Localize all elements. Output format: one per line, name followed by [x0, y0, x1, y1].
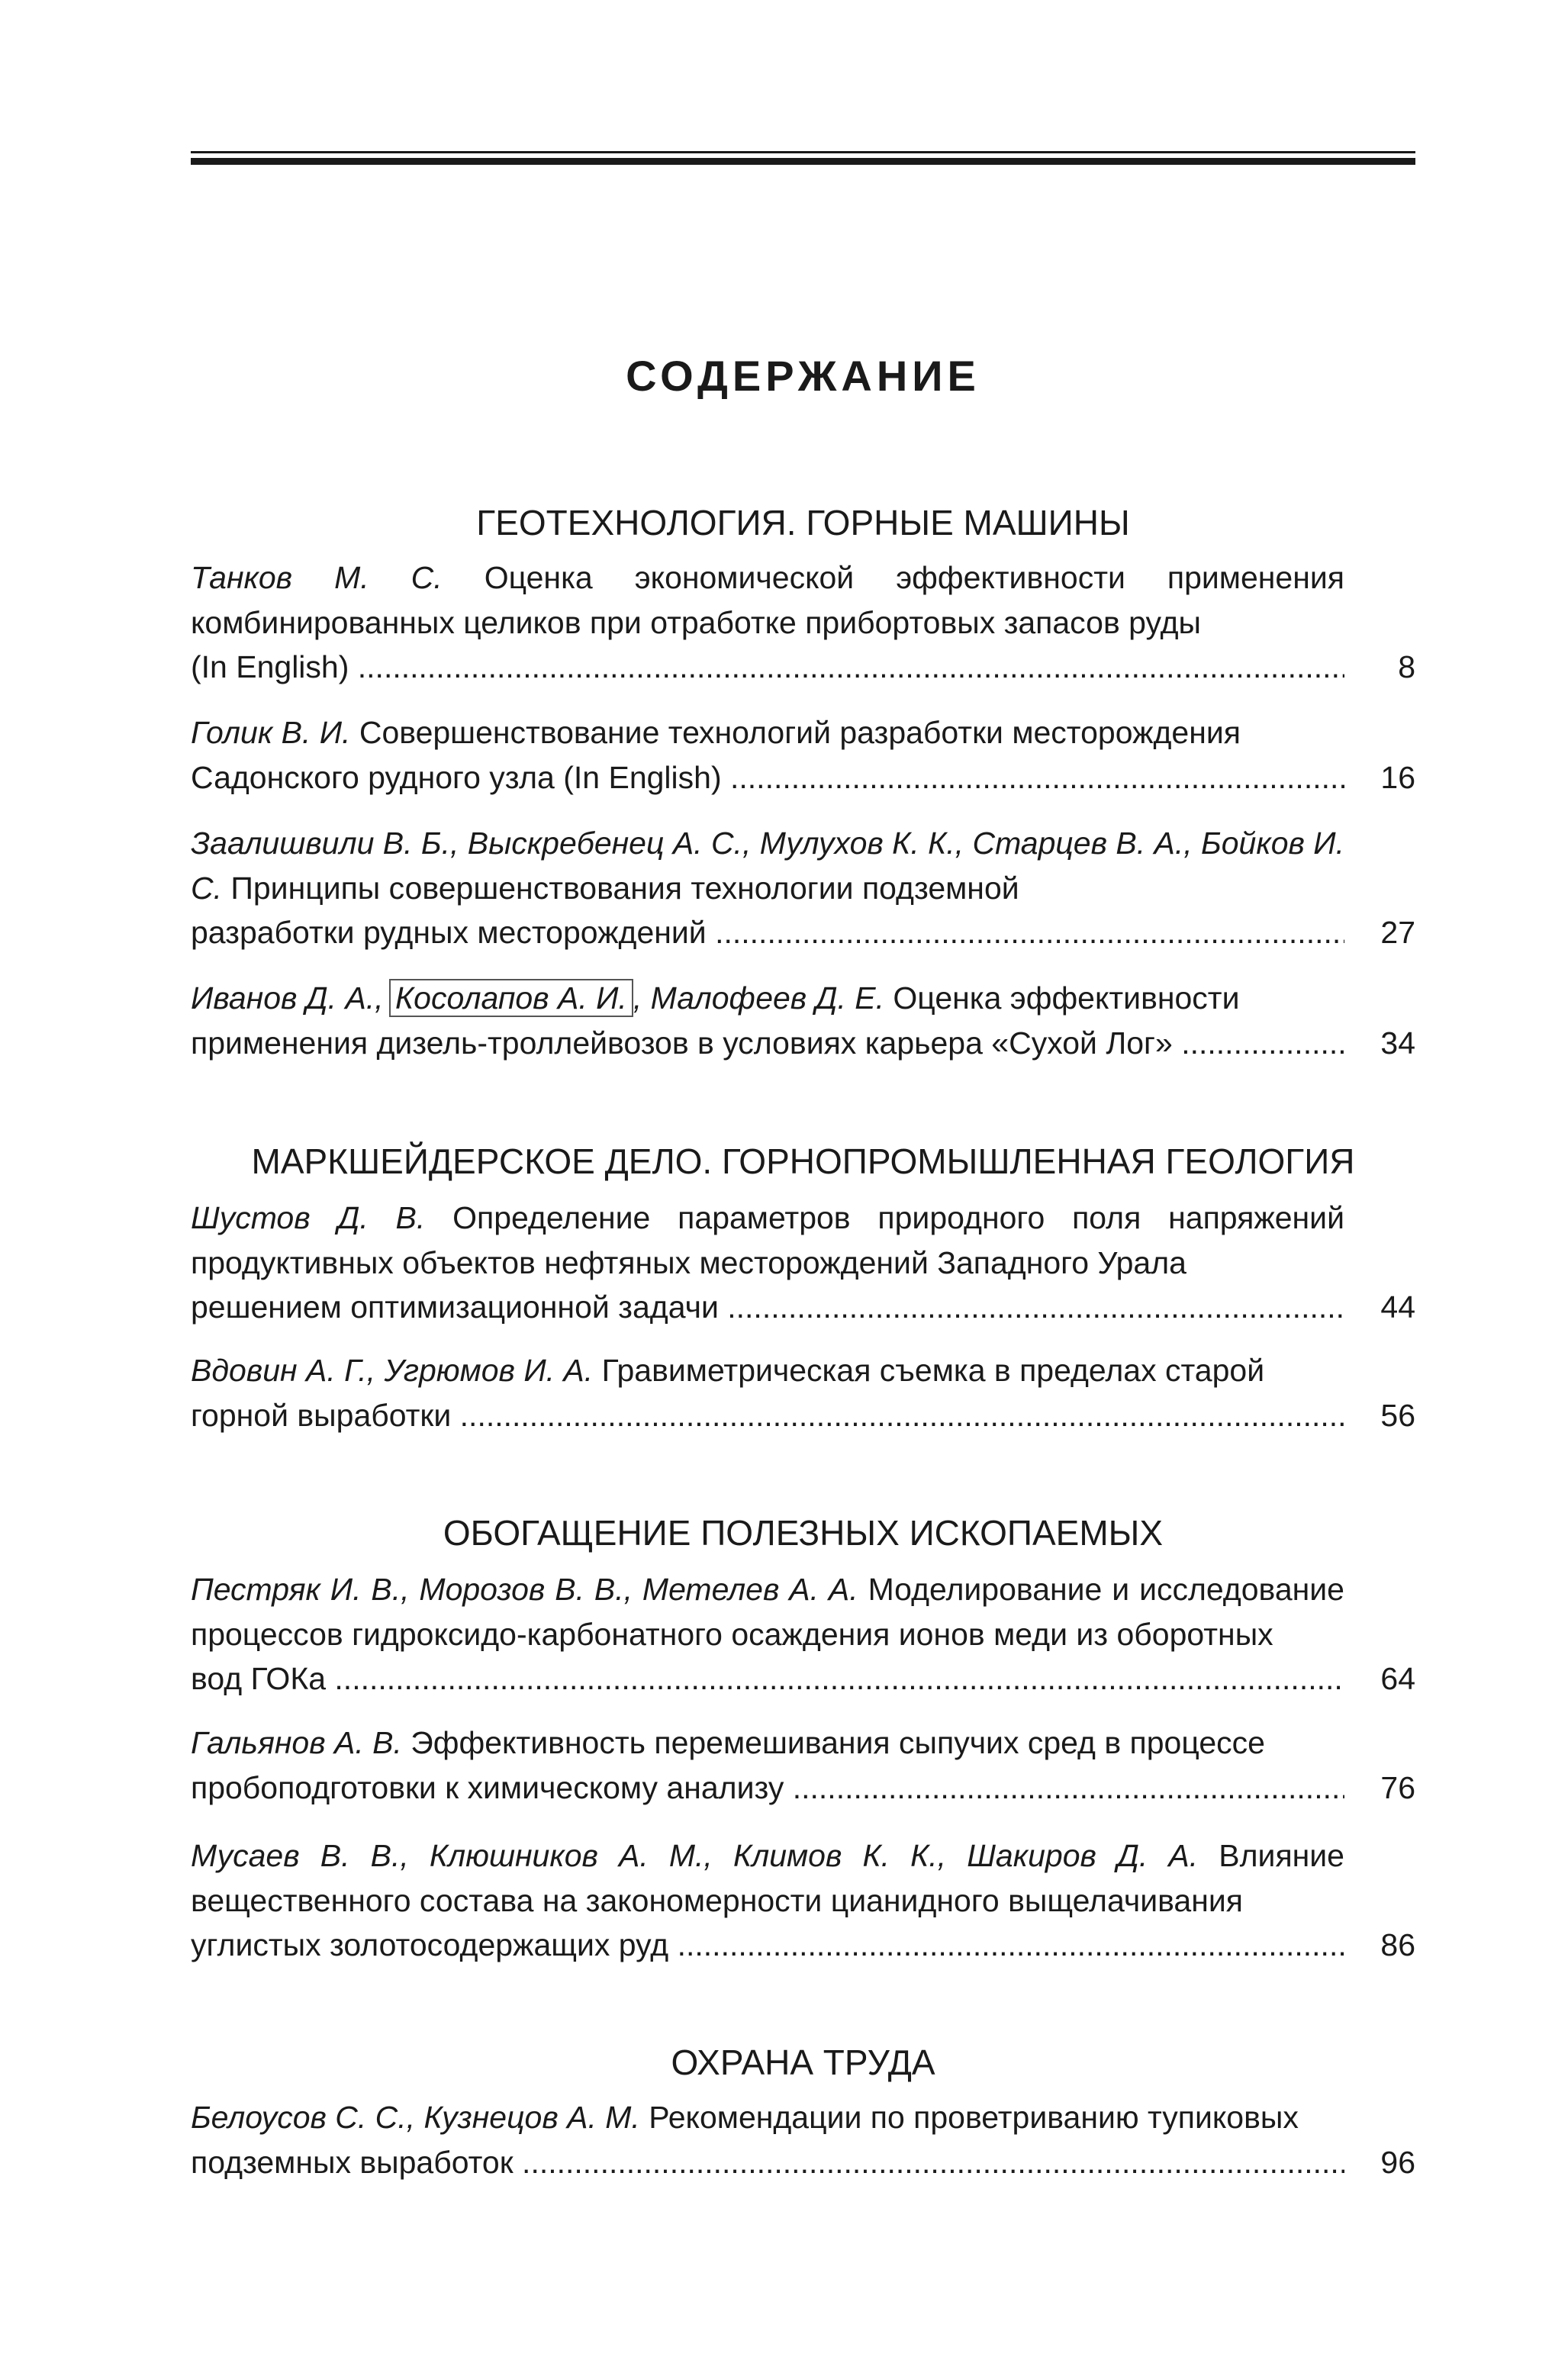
entry-page-number: 44 [1380, 1289, 1415, 1325]
entry-page-number: 86 [1380, 1927, 1415, 1963]
entry-page-number: 76 [1380, 1769, 1415, 1805]
toc-entry[interactable] [191, 710, 1415, 800]
header-rule-thick [191, 158, 1415, 165]
entry-authors: Вдовин А. Г., Угрюмов И. А. [191, 1353, 594, 1388]
toc-entry[interactable] [191, 1567, 1415, 1701]
toc-entry[interactable] [191, 1348, 1415, 1437]
entry-title: Рекомендации по проветриванию тупиковых [649, 2100, 1299, 2135]
entry-title: Гравиметрическая съемка в пределах старой [601, 1353, 1265, 1388]
entry-title-last-line: Садонского рудного узла (In English) ..... [191, 755, 1344, 800]
entry-title-last-line: вод ГОКа ..... [191, 1656, 1344, 1701]
entry-authors: Пестряк И. В., Морозов В. В., Метелев А. А. [191, 1572, 858, 1607]
section-title-mine-surveying: МАРКШЕЙДЕРСКОЕ ДЕЛО. ГОРНОПРОМЫШЛЕННАЯ ГЕОЛОГИЯ [251, 1141, 1355, 1181]
entry-page-number: 96 [1380, 2144, 1415, 2180]
entry-title: Совершенствование технологий разработки месторождения [359, 715, 1241, 750]
entry-title-last-line: (In English) ..... [191, 645, 1344, 690]
entry-page-number: 64 [1380, 1661, 1415, 1697]
entry-page-number: 8 [1398, 649, 1415, 685]
entry-authors: Белоусов С. С., Кузнецов А. М. [191, 2100, 640, 2135]
entry-authors: Иванов Д. А., [191, 980, 384, 1016]
entry-title: Влияние вещественного состава на закономерности цианидного выщелачивания [191, 1838, 1344, 1918]
section-title-geotechnology: ГЕОТЕХНОЛОГИЯ. ГОРНЫЕ МАШИНЫ [476, 503, 1130, 542]
toc-entry[interactable] [191, 976, 1415, 1065]
toc-entry[interactable] [191, 1196, 1415, 1330]
toc-entry[interactable] [191, 2095, 1415, 2184]
entry-authors: Гальянов А. В. [191, 1725, 402, 1760]
toc-entry[interactable] [191, 821, 1415, 955]
entry-title: Эффективность перемешивания сыпучих сред в процессе [411, 1725, 1265, 1760]
section-title-mineral-processing: ОБОГАЩЕНИЕ ПОЛЕЗНЫХ ИСКОПАЕМЫХ [443, 1513, 1164, 1553]
entry-title: Оценка эффективности [893, 980, 1240, 1016]
entry-title-last-line: подземных выработок ..... [191, 2140, 1344, 2185]
entry-page-number: 16 [1380, 759, 1415, 795]
entry-title-last-line: углистых золотосодержащих руд ..... [191, 1923, 1344, 1968]
entry-title: Определение параметров природного поля напряжений продуктивных объектов нефтяных месторождений Западного Урала [191, 1200, 1344, 1280]
entry-title-last-line: решением оптимизационной задачи ..... [191, 1285, 1344, 1330]
entry-authors: Голик В. И. [191, 715, 351, 750]
entry-title: Принципы совершенствования технологии подземной [230, 870, 1019, 906]
toc-entry[interactable] [191, 555, 1415, 690]
entry-title-last-line: пробоподготовки к химическому анализу ..... [191, 1766, 1344, 1811]
entry-authors-rest: , Малофеев Д. Е. [633, 980, 884, 1016]
page-title: СОДЕРЖАНИЕ [626, 352, 980, 400]
toc-entry[interactable] [191, 1721, 1415, 1810]
entry-title-last-line: разработки рудных месторождений ..... [191, 910, 1344, 955]
entry-page-number: 56 [1380, 1397, 1415, 1433]
entry-title-last-line: применения дизель-троллейвозов в условиях карьера «Сухой Лог» ..... [191, 1021, 1344, 1066]
header-rule-thin [191, 151, 1415, 153]
section-title-labor-safety: ОХРАНА ТРУДА [671, 2043, 935, 2082]
entry-title-last-line: горной выработки ..... [191, 1393, 1344, 1438]
entry-authors: Шустов Д. В. [191, 1200, 426, 1235]
entry-authors: Танков М. С. [191, 560, 443, 595]
entry-title: Оценка экономической эффективности применения комбинированных целиков при отработке прибортовых запасов руды [191, 560, 1344, 640]
toc-entry[interactable] [191, 1833, 1415, 1968]
entry-authors: Заалишвили В. Б., Выскребенец А. С., Мулухов К. К., Старцев В. А., Бойков И. С. [191, 826, 1345, 906]
entry-page-number: 27 [1380, 915, 1415, 951]
entry-author-boxed: Косолапов А. И. [389, 979, 633, 1017]
entry-page-number: 34 [1380, 1025, 1415, 1061]
entry-authors: Мусаев В. В., Клюшников А. М., Климов К. К., Шакиров Д. А. [191, 1838, 1199, 1873]
entry-title: Моделирование и исследование процессов гидроксидо-карбонатного осаждения ионов меди из оборотных [191, 1572, 1344, 1652]
